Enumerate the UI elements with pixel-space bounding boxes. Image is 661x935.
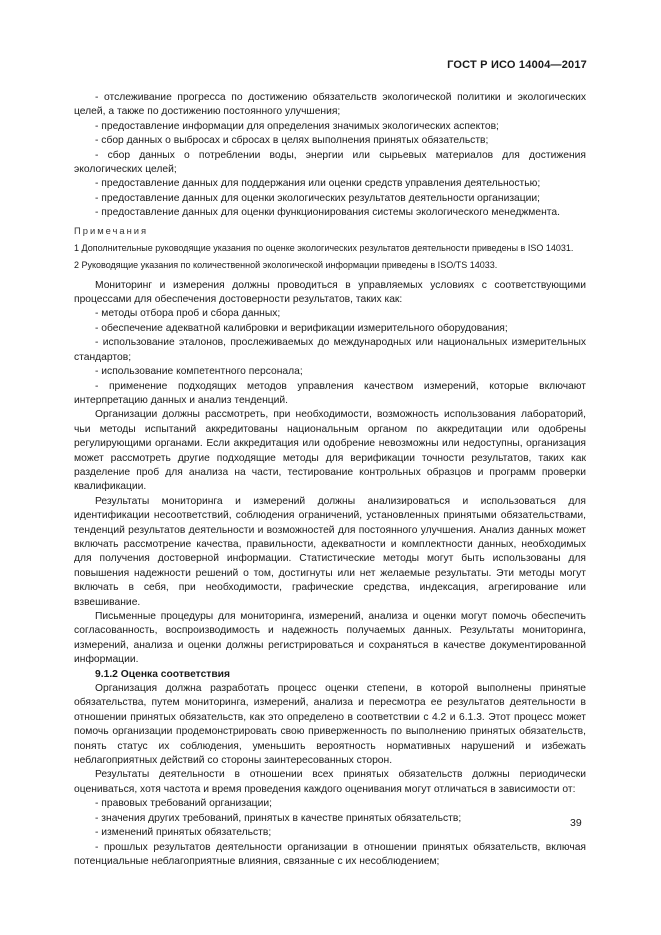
paragraph: - предоставление информации для определения значимых экологических аспектов; — [95, 120, 499, 132]
paragraph: - применение подходящих методов управления качеством измерений, которые включают интерпретацию данных и анализ тенденций. — [74, 380, 586, 406]
paragraph: - обеспечение адекватной калибровки и верификации измерительного оборудования; — [95, 322, 508, 334]
paragraph: Письменные процедуры для мониторинга, измерений, анализа и оценки могут помочь обеспечить согласованность, воспроизводимость и надежность получаемых данных. Результаты мониторинга, измерений, анализа и оценки должны регистрироваться и сохраняться в качестве документированной информации. — [74, 611, 586, 666]
note-item: 1 Дополнительные руководящие указания по оценке экологических результатов деятельности приведены в ISO 14031. — [74, 243, 574, 254]
paragraph: - методы отбора проб и сбора данных; — [95, 308, 281, 320]
page-number: 39 — [570, 817, 582, 829]
paragraph: - предоставление данных для поддержания или оценки средств управления деятельностью; — [95, 178, 541, 190]
paragraph: - использование эталонов, прослеживаемых до международных или национальных измерительных стандартов; — [74, 337, 586, 363]
standard-header: ГОСТ Р ИСО 14004—2017 — [447, 59, 587, 71]
paragraph: - изменений принятых обязательств; — [95, 827, 272, 839]
page-body — [74, 91, 586, 869]
paragraph: - значения других требований, принятых в качестве принятых обязательств; — [95, 812, 462, 824]
paragraph: - предоставление данных для оценки функционирования системы экологического менеджмента. — [95, 207, 560, 219]
note-item: 2 Руководящие указания по количественной экологической информации приведены в ISO/TS 14033. — [74, 259, 498, 270]
section-heading: 9.1.2 Оценка соответствия — [95, 668, 231, 680]
paragraph: - предоставление данных для оценки экологических результатов деятельности организации; — [95, 192, 541, 204]
paragraph: Организация должна разработать процесс оценки степени, в которой выполнены принятые обязательства, путем мониторинга, измерений, анализа и пересмотра ее результатов деятельности в отношении принятых обязательств, как это определено в соответствии с 4.2 и 6.1.3. Этот процесс может помочь организации продемонстрировать свою приверженность по выполнению принятых обязательств, понять статус их соблюдения, уменьшить вероятность нормативных нарушений и избежать неблагоприятных действий со стороны заинтересованных сторон. — [74, 683, 586, 767]
paragraph: Результаты деятельности в отношении всех принятых обязательств должны периодически оцениваться, хотя частота и время проведения каждого оценивания могут отличаться в зависимости от: — [74, 769, 586, 795]
paragraph: - прошлых результатов деятельности организации в отношении принятых обязательств, включая потенциальные неблагоприятные влияния, связанные с их несоблюдением; — [74, 841, 586, 867]
paragraph: Результаты мониторинга и измерений должны анализироваться и использоваться для идентификации несоответствий, соблюдения ограничений, установленных принятыми обязательствами, тенденций результатов деятельности и возможностей для постоянного улучшения. Анализ данных может включать рассмотрение качества, правильности, адекватности и комплектности данных, необходимых для получения достоверной информации. Статистические методы могут быть использованы для повышения надежности решений о том, достигнуты или нет желаемые результаты. Эти методы могут включать в себя, при необходимости, графические средства, индексация, агрегирование или взвешивание. — [74, 495, 586, 608]
notes-title: Примечания — [74, 224, 149, 236]
paragraph: - сбор данных о выбросах и сбросах в целях выполнения принятых обязательств; — [95, 135, 489, 147]
paragraph: Мониторинг и измерения должны проводиться в управляемых условиях с соответствующими процессами для обеспечения достоверности результатов, таких как: — [74, 279, 586, 306]
paragraph: - использование компетентного персонала; — [95, 366, 303, 378]
paragraph: - сбор данных о потреблении воды, энергии или сырьевых материалов для достижения экологических целей; — [74, 149, 586, 176]
paragraph: Организации должны рассмотреть, при необходимости, возможность использования лабораторий, чьи методы испытаний аккредитованы национальным органом по аккредитации или одобрены регулирующими органами. Если аккредитация или одобрение невозможны или недоступны, организация может рассмотреть другие подходящие методы для верификации точности результатов, таких как разделение проб для анализа на части, тестирование контрольных образцов и программ проверки квалификации. — [74, 409, 586, 493]
paragraph: - правовых требований организации; — [95, 798, 272, 810]
paragraph: - отслеживание прогресса по достижению обязательств экологической политики и экологических целей, а также по достижению постоянного улучшения; — [74, 92, 586, 118]
